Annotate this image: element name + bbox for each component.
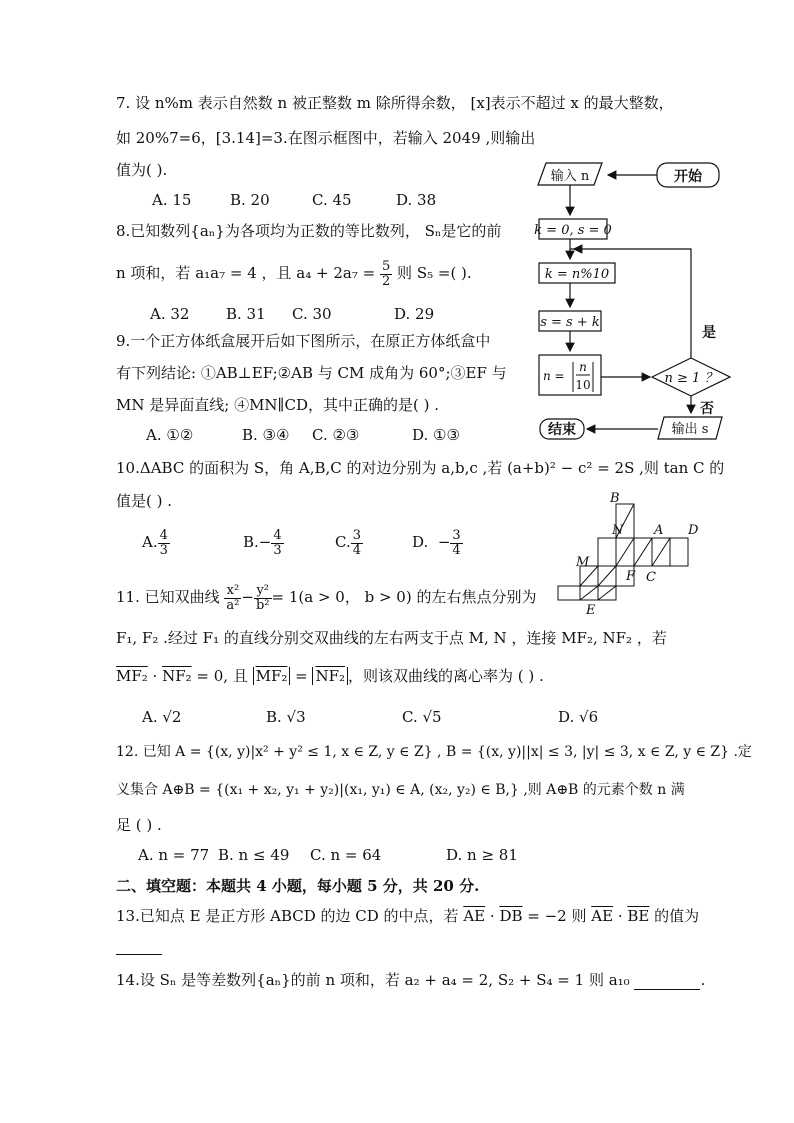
q11-frac-y-den: b² [255, 597, 270, 613]
flow-assign-den: 10 [575, 378, 591, 392]
net-label-e: E [586, 603, 596, 618]
q13-vector-ae: $\overline{AE}$ [463, 907, 486, 925]
flowchart [530, 155, 740, 455]
q7-option-b: B. 20 [230, 191, 270, 209]
q10-option-b [243, 522, 284, 562]
q12-line1: 12. 已知 A = {(x, y)|x² + y² ≤ 1, x ∈ Z, y ∈ Z} , B = {(x, y)||x| ≤ 3, |y| ≤ 3, x ∈ Z, y ∈ Z} .定 [116, 744, 752, 760]
section2-heading: 二、填空题：本题共 4 小题，每小题 5 分，共 20 分. [116, 877, 480, 895]
flow-assign-left: n = [543, 369, 565, 383]
q10-d-label: D. [412, 533, 429, 551]
net-label-b: B [610, 491, 620, 506]
flow-assign-num: n [579, 360, 587, 374]
q11-option-d: D. √6 [558, 708, 599, 726]
q13-vector-be: $\overline{BE}$ [627, 907, 650, 925]
q11-frac-x [224, 584, 241, 613]
flow-sum-text: s = s + k [540, 315, 600, 330]
q13-dot1: · [485, 907, 500, 925]
q14-part-a: 14.设 Sₙ 是等差数列{aₙ}的前 n 项和，若 a₂ + a₄ = 2, S₂ + S₄ = 1 则 a₁₀ [116, 971, 630, 989]
q8-frac-den: 2 [381, 273, 391, 289]
q14-line1 [116, 970, 705, 990]
q8-line1: 8.已知数列{aₙ}为各项均为正数的等比数列， Sₙ是它的前 [116, 222, 502, 240]
q11-line1 [116, 580, 536, 614]
q8-option-c: C. 30 [292, 305, 332, 323]
net-label-f: F [626, 569, 636, 584]
q14-period: . [700, 971, 706, 989]
q11-modulus-nf2: NF₂ [315, 667, 346, 685]
q9-line3: MN 是异面直线; ④MN∥CD，其中正确的是( ) . [116, 396, 439, 414]
q11-dot: · [147, 667, 163, 685]
cube-net-figure [550, 490, 720, 620]
q11-option-b: B. √3 [266, 708, 306, 726]
q10-b-label: B. [243, 533, 259, 551]
flow-mod-text: k = n%10 [544, 267, 610, 282]
q11-modulus-mf2: MF₂ [255, 667, 288, 685]
q10-option-a [142, 522, 170, 562]
q10-option-d [412, 522, 463, 562]
q11-frac-y [254, 584, 272, 613]
flow-yes-label: 是 [702, 325, 716, 341]
net-label-c: C [646, 570, 656, 585]
flow-input-text: 输入 n [550, 169, 590, 184]
q12-line3: 足 ( ) . [116, 816, 162, 834]
q11-frac-x-num: x² [224, 584, 241, 599]
q8-line2-a: n 项和，若 a₁a₇ = 4 ，且 a₄ + 2a₇ = [116, 264, 376, 282]
q13-part-e: 的值为 [649, 907, 700, 925]
q10-b-den: 3 [273, 542, 282, 558]
q11-tail: ，则该双曲线的离心率为 ( ) . [348, 667, 544, 685]
q13-line1 [116, 906, 699, 926]
q9-option-c: C. ②③ [312, 426, 360, 444]
q10-a-den: 3 [159, 542, 168, 558]
q13-part-a: 13.已知点 E 是正方形 ABCD 的边 CD 的中点，若 [116, 907, 464, 925]
q11-option-c: C. √5 [402, 708, 442, 726]
q14-answer-blank[interactable] [634, 972, 700, 990]
q10-d-sign: − [437, 533, 451, 551]
net-label-m: M [576, 555, 590, 570]
q11-prefix: 11. 已知双曲线 [116, 588, 220, 606]
q10-option-c [335, 522, 363, 562]
flow-end-text: 结束 [548, 422, 576, 438]
q9-option-d: D. ①③ [412, 426, 460, 444]
q12-option-d: D. n ≥ 81 [446, 846, 518, 864]
q10-a-frac [158, 529, 170, 558]
q13-vector-db: $\overline{DB}$ [499, 907, 523, 925]
q11-option-a: A. √2 [142, 708, 182, 726]
q11-eqm: = [290, 667, 313, 685]
q8-fraction [380, 260, 392, 289]
flow-decision-text: n ≥ 1 ？ [664, 371, 718, 386]
q10-c-num: 3 [352, 527, 361, 543]
flow-init-text: k = 0, s = 0 [534, 223, 612, 238]
q11-after: = 1(a > 0， b > 0) 的左右焦点分别为 [271, 588, 537, 606]
flow-output-text: 输出 s [671, 422, 709, 437]
q11-eq0: = 0, 且 [191, 667, 253, 685]
q11-frac-y-num: y² [254, 584, 272, 599]
q10-d-den: 4 [452, 542, 461, 558]
net-label-d: D [688, 523, 699, 538]
q7-line2: 如 20%7=6，[3.14]=3.在图示框图中，若输入 2049 ,则输出 [116, 129, 536, 147]
q7-line3: 值为( ). [116, 161, 168, 179]
q8-option-d: D. 29 [394, 305, 435, 323]
q13-dot2: · [613, 907, 628, 925]
q9-option-a: A. ①② [146, 426, 194, 444]
q7-option-d: D. 38 [396, 191, 437, 209]
q8-line2-b: 则 S₅ =( ). [397, 264, 472, 282]
q11-vector-nf2: NF₂ [162, 667, 192, 685]
q12-option-c: C. n = 64 [310, 846, 382, 864]
q9-option-b: B. ③④ [242, 426, 290, 444]
q11-line3 [116, 666, 544, 686]
net-label-n: N [612, 523, 624, 538]
q10-c-label: C. [335, 533, 351, 551]
q8-frac-num: 5 [381, 258, 391, 274]
q8-option-a: A. 32 [150, 305, 190, 323]
q11-minus: − [241, 588, 254, 606]
q12-option-b: B. n ≤ 49 [218, 846, 290, 864]
q10-d-frac [450, 529, 462, 558]
q11-frac-x-den: a² [226, 597, 240, 613]
q13-vector-ae2: $\overline{AE}$ [591, 907, 614, 925]
q12-option-a: A. n = 77 [138, 846, 210, 864]
q10-b-num: 4 [273, 527, 282, 543]
q10-line1: 10.ΔABC 的面积为 S，角 A,B,C 的对边分别为 a,b,c ,若 (a+b)² − c² = 2S ,则 tan C 的 [116, 459, 725, 477]
q11-vector-mf2: MF₂ [116, 667, 148, 685]
q13-part-c: = −2 则 [522, 907, 592, 925]
q8-line2 [116, 258, 472, 288]
q10-c-den: 4 [352, 542, 361, 558]
q12-line2: 义集合 A⊕B = {(x₁ + x₂, y₁ + y₂)|(x₁, y₁) ∈ A, (x₂, y₂) ∈ B,} ,则 A⊕B 的元素个数 n 满 [116, 782, 685, 798]
q13-answer-blank[interactable] [116, 937, 162, 955]
net-label-a: A [654, 523, 664, 538]
q10-b-frac [271, 529, 283, 558]
q11-line2: F₁, F₂ .经过 F₁ 的直线分别交双曲线的左右两支于点 M, N ，连接 MF₂, NF₂ ，若 [116, 629, 667, 647]
q9-line1: 9.一个正方体纸盒展开后如下图所示，在原正方体纸盒中 [116, 332, 491, 350]
q10-a-num: 4 [159, 527, 168, 543]
q7-line1: 7. 设 n%m 表示自然数 n 被正整数 m 除所得余数， [x]表示不超过 x 的最大整数， [116, 94, 674, 112]
q10-d-num: 3 [452, 527, 461, 543]
q8-option-b: B. 31 [226, 305, 266, 323]
q10-a-label: A. [142, 533, 158, 551]
q10-c-frac [351, 529, 363, 558]
q10-b-sign: − [258, 533, 272, 551]
q9-line2: 有下列结论: ①AB⊥EF;②AB 与 CM 成角为 60°;③EF 与 [116, 364, 507, 382]
flow-start-text: 开始 [674, 169, 702, 185]
q10-line2: 值是( ) . [116, 492, 173, 510]
q7-option-a: A. 15 [152, 191, 192, 209]
flow-no-label: 否 [700, 401, 714, 417]
q7-option-c: C. 45 [312, 191, 352, 209]
